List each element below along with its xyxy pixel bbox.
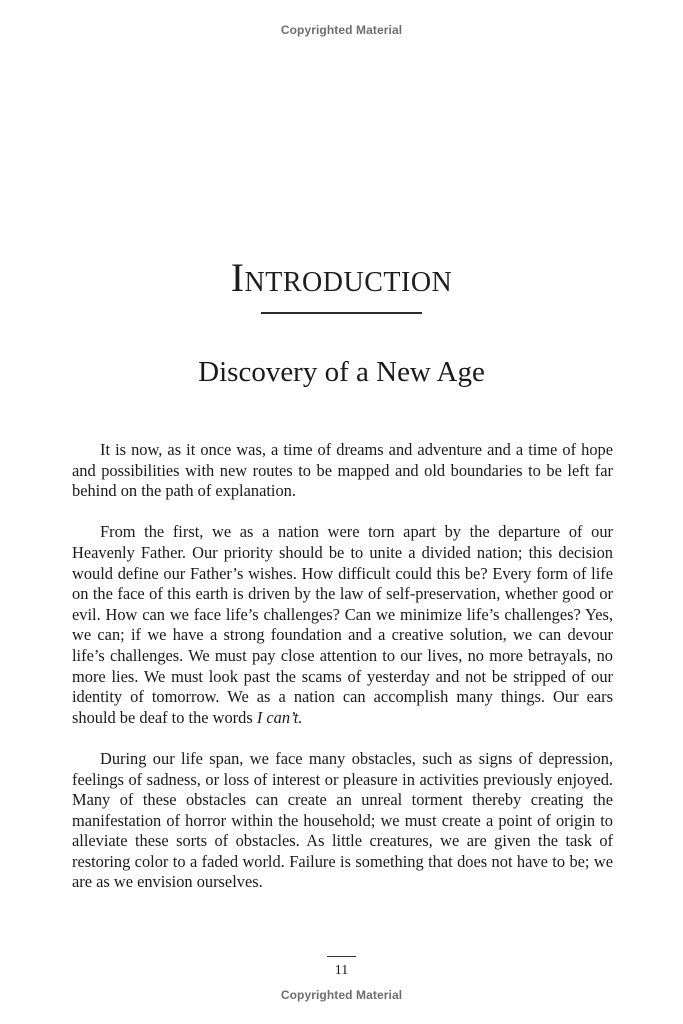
paragraph-2-text: From the first, we as a nation were torn apart by the departure of our Heavenly Father. Our priority should be to unite a divided nation; this decision would define our Father’s wishes. How difficult could this be? Every form of life on the face of this earth is driven by the law of self-preservation, whether good or evil. How can we face life’s challenges? Can we minimize life’s challenges? Yes, we can; if we have a strong foundation and a creative solution, we can devour life’s challenges. We must pay close attention to our lives, no more betrayals, no more lies. We must look past the scams of yesterday and not be stripped of our identity of tomorrow. We as a nation can accomplish many things. Our ears should be deaf to the words xyxy=(72,522,613,727)
paragraph-3: During our life span, we face many obstacles, such as signs of depression, feelings of sadness, or loss of interest or pleasure in activities previously enjoyed. Many of these obstacles can create an unreal torment thereby creating the manifestation of horror within the household; we must create a point of origin to alleviate these sorts of obstacles. As little creatures, we are given the task of restoring color to a faded world. Failure is something that does not have to be; we are as we envision ourselves. xyxy=(72,748,613,892)
copyright-watermark-top: Copyrighted Material xyxy=(280,23,403,37)
copyright-watermark-bottom: Copyrighted Material xyxy=(280,988,403,1002)
chapter-subtitle: Discovery of a New Age xyxy=(198,356,485,388)
paragraph-2-italic: I can’t. xyxy=(256,707,303,727)
body-text xyxy=(72,440,613,914)
paragraph-1: It is now, as it once was, a time of dreams and adventure and a time of hope and possibilities with new routes to be mapped and old boundaries to be left far behind on the path of explanation. xyxy=(72,440,613,501)
paragraph-2 xyxy=(72,522,613,728)
page-number-rule xyxy=(327,956,356,957)
page-number: 11 xyxy=(334,963,349,978)
chapter-title: Introduction xyxy=(230,255,453,300)
chapter-title-underline xyxy=(261,312,422,314)
